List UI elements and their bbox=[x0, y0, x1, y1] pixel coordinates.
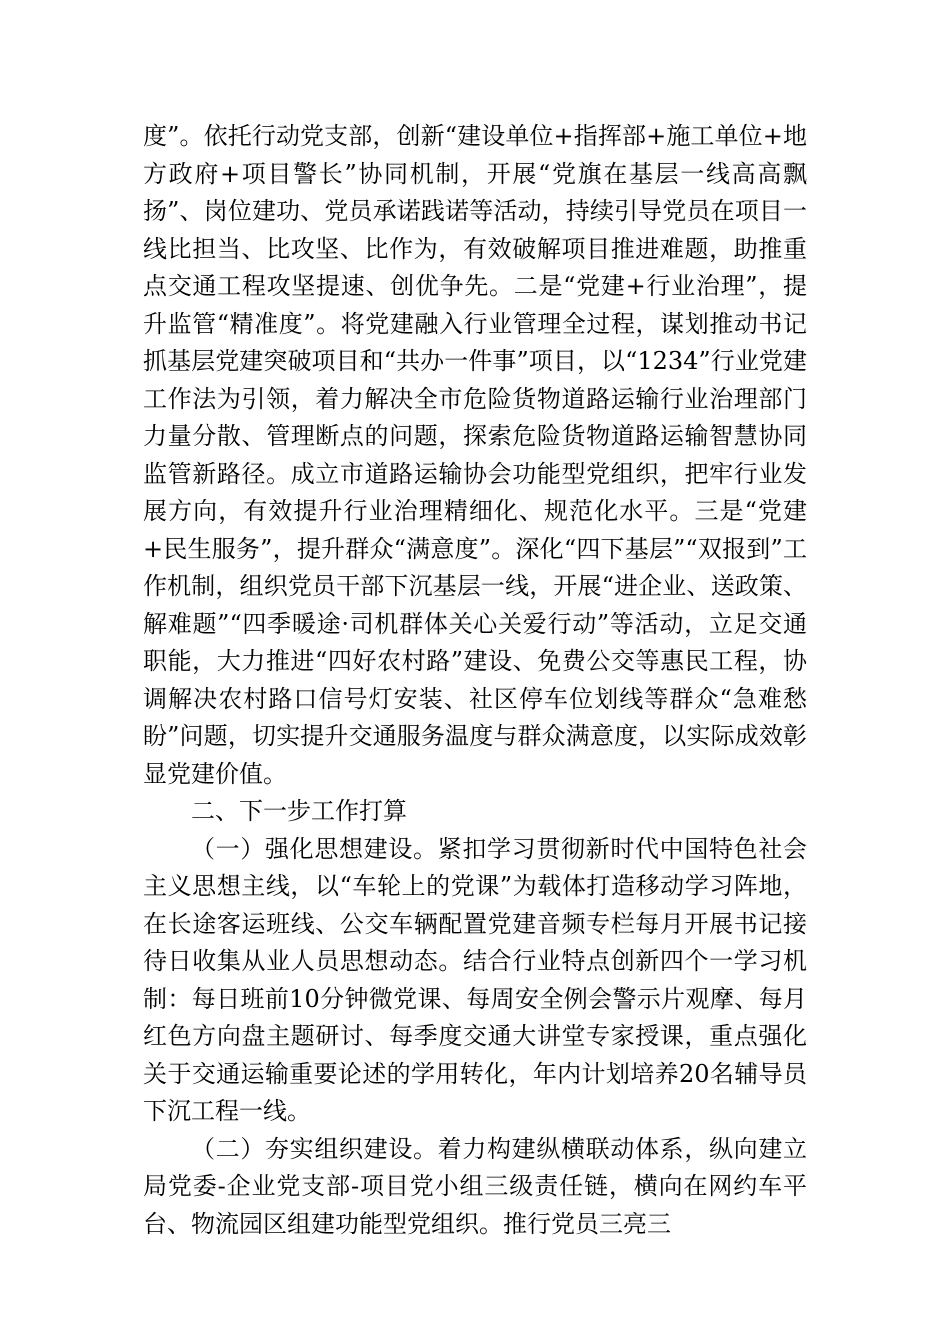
section-heading: 二、下一步工作打算 bbox=[191, 797, 407, 825]
list-item bbox=[143, 1131, 807, 1244]
list-item bbox=[143, 831, 807, 1131]
document-body bbox=[143, 118, 807, 1243]
item-body: 着力构建纵横联动体系，纵向建立局党委-企业党支部-项目党小组三级责任链，横向在网约车平台、物流园区组建功能型党组织。推行党员三亮三 bbox=[143, 1134, 808, 1238]
body-paragraph: 度”。依托行动党支部，创新“建设单位+指挥部+施工单位+地方政府+项目警长”协同机制，开展“党旗在基层一线高高飘扬”、岗位建功、党员承诺践诺等活动，持续引导党员在项目一线比担当、比攻坚、比作为，有效破解项目推进难题，助推重点交通工程攻坚提速、创优争先。二是“党建+行业治理”，提升监管“精准度”。将党建融入行业管理全过程，谋划推动书记抓基层党建突破项目和“共办一件事”项目，以“1234”行业党建工作法为引领，着力解决全市危险货物道路运输行业治理部门力量分散、管理断点的问题，探索危险货物道路运输智慧协同监管新路径。成立市道路运输协会功能型党组织，把牢行业发展方向，有效提升行业治理精细化、规范化水平。三是“党建+民生服务”，提升群众“满意度”。深化“四下基层”“双报到”工作机制，组织党员干部下沉基层一线，开展“进企业、送政策、解难题”“四季暖途·司机群体关心关爱行动”等活动，立足交通职能，大力推进“四好农村路”建设、免费公交等惠民工程，协调解决农村路口信号灯安装、社区停车位划线等群众“急难愁盼”问题，切实提升交通服务温度与群众满意度，以实际成效彰显党建价值。 bbox=[143, 122, 807, 788]
item-body: 紧扣学习贯彻新时代中国特色社会主义思想主线，以“车轮上的党课”为载体打造移动学习阵地，在长途客运班线、公交车辆配置党建音频专栏每月开展书记接待日收集从业人员思想动态。结合行业特点创新四个一学习机制：每日班前10分钟微党课、每周安全例会警示片观摩、每月红色方向盘主题研讨、每季度交通大讲堂专家授课，重点强化关于交通运输重要论述的学用转化，年内计划培养20名辅导员下沉工程一线。 bbox=[143, 834, 808, 1125]
item-heading: （一）强化思想建设。 bbox=[191, 834, 438, 863]
item-heading: （二）夯实组织建设。 bbox=[191, 1134, 438, 1163]
